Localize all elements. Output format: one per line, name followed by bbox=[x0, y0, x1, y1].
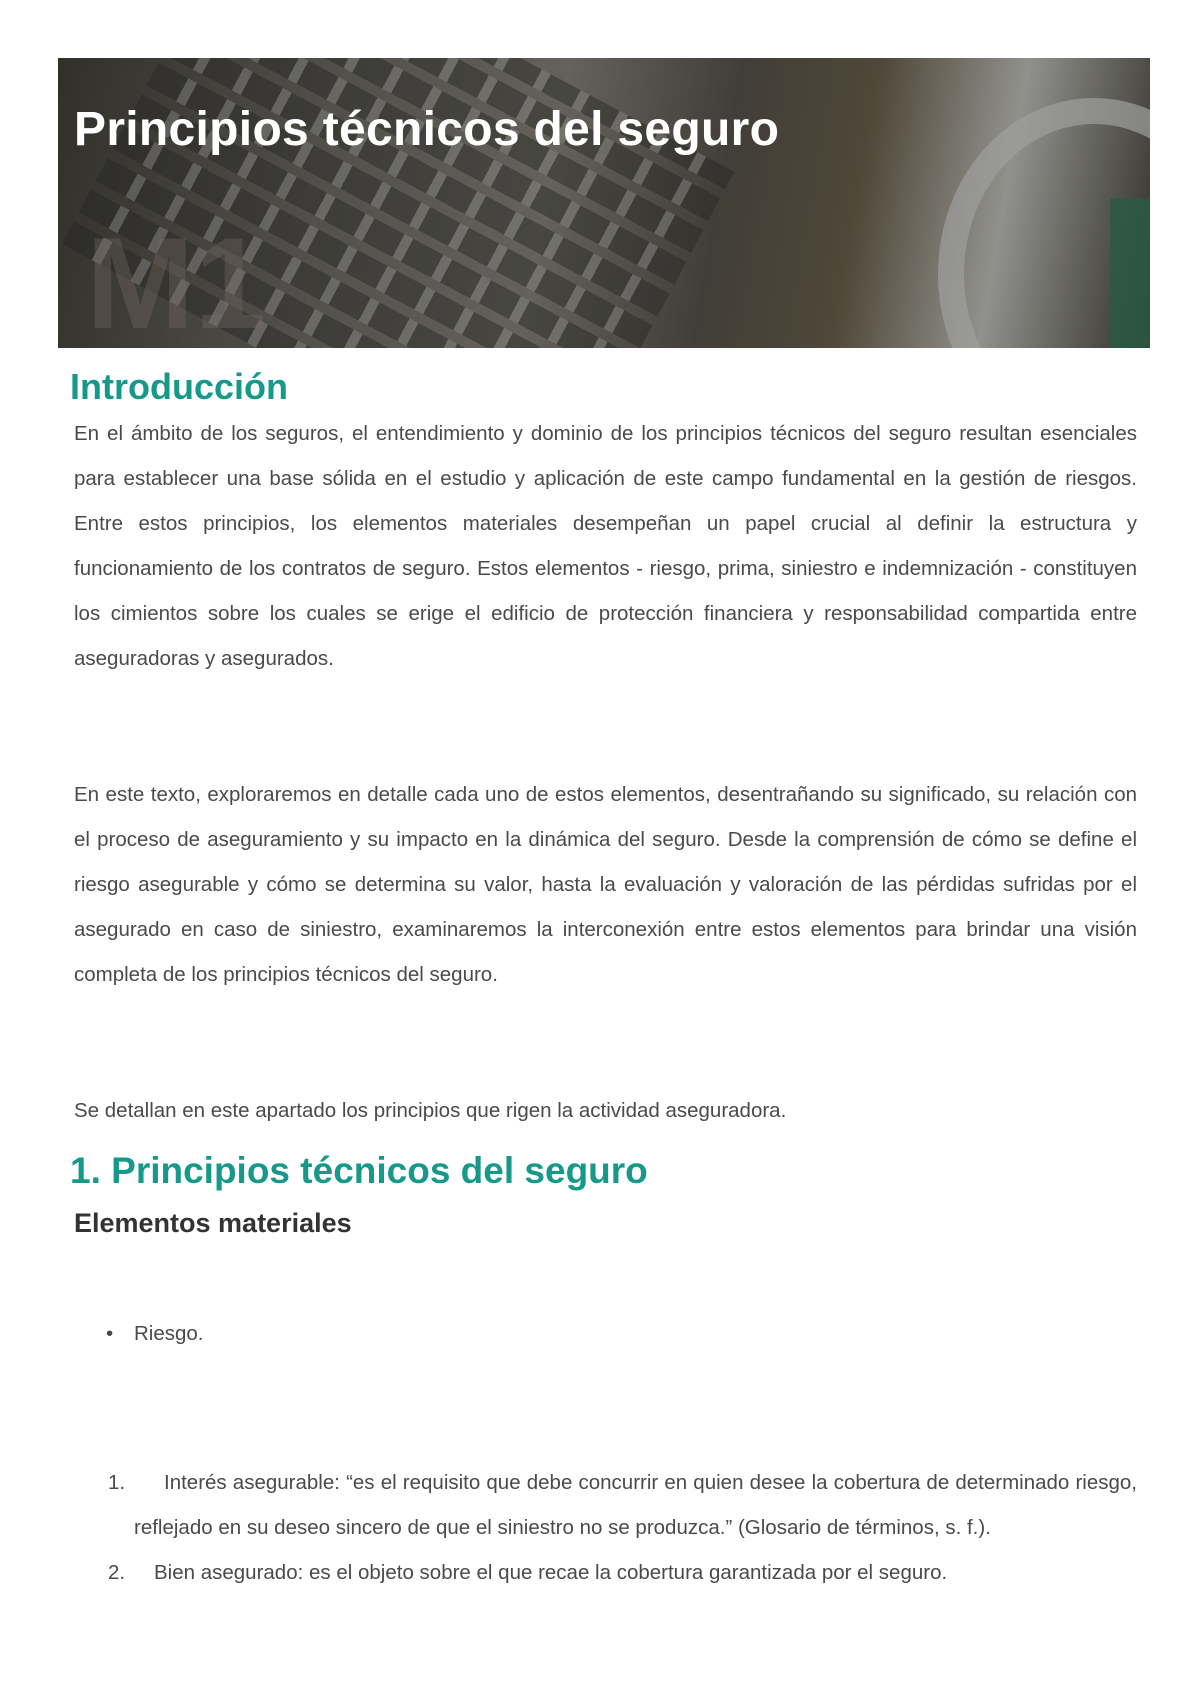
page-title: Principios técnicos del seguro bbox=[74, 103, 780, 156]
list-item bbox=[108, 1550, 1137, 1595]
numbered-list bbox=[108, 1460, 1137, 1595]
intro-paragraph: Se detallan en este apartado los principios que rigen la actividad aseguradora. bbox=[74, 1099, 787, 1122]
list-text: Bien asegurado: es el objeto sobre el que recae la cobertura garantizada por el seguro. bbox=[154, 1561, 948, 1584]
bullet-item bbox=[108, 1322, 204, 1346]
list-number: 1. bbox=[108, 1471, 126, 1494]
section-heading: 1. Principios técnicos del seguro bbox=[70, 1150, 648, 1191]
intro-paragraph: En este texto, exploraremos en detalle cada uno de estos elementos, desentrañando su significado, su relación con el proceso de aseguramiento y su impacto en la dinámica del seguro. Desde la comprensión de cómo se define el riesgo asegurable y cómo se determina su valor, hasta la evaluación y valoración de las pérdidas sufridas por el asegurado en caso de siniestro, examinaremos la interconexión entre estos elementos para brindar una visión completa de los principios técnicos del seguro. bbox=[74, 783, 1137, 986]
list-text: Interés asegurable: “es el requisito que debe concurrir en quien desee la cobertura de determinado riesgo, reflejado en su deseo sincero de que el siniestro no se produzca.” (Glosario de términos, s. f.). bbox=[134, 1471, 1137, 1539]
list-number: 2. bbox=[108, 1561, 126, 1584]
list-item bbox=[108, 1460, 1137, 1550]
intro-paragraph: En el ámbito de los seguros, el entendimiento y dominio de los principios técnicos del seguro resultan esenciales para establecer una base sólida en el estudio y aplicación de este campo fundamental en la gestión de riesgos. Entre estos principios, los elementos materiales desempeñan un papel crucial al definir la estructura y funcionamiento de los contratos de seguro. Estos elementos - riesgo, prima, siniestro e indemnización - constituyen los cimientos sobre los cuales se erige el edificio de protección financiera y responsabilidad compartida entre aseguradoras y asegurados. bbox=[74, 422, 1137, 670]
subsection-heading: Elementos materiales bbox=[74, 1208, 352, 1238]
module-watermark: M1 bbox=[86, 210, 267, 348]
header-banner bbox=[58, 58, 1150, 348]
intro-heading: Introducción bbox=[70, 366, 288, 407]
bullet-text: Riesgo. bbox=[134, 1322, 204, 1345]
